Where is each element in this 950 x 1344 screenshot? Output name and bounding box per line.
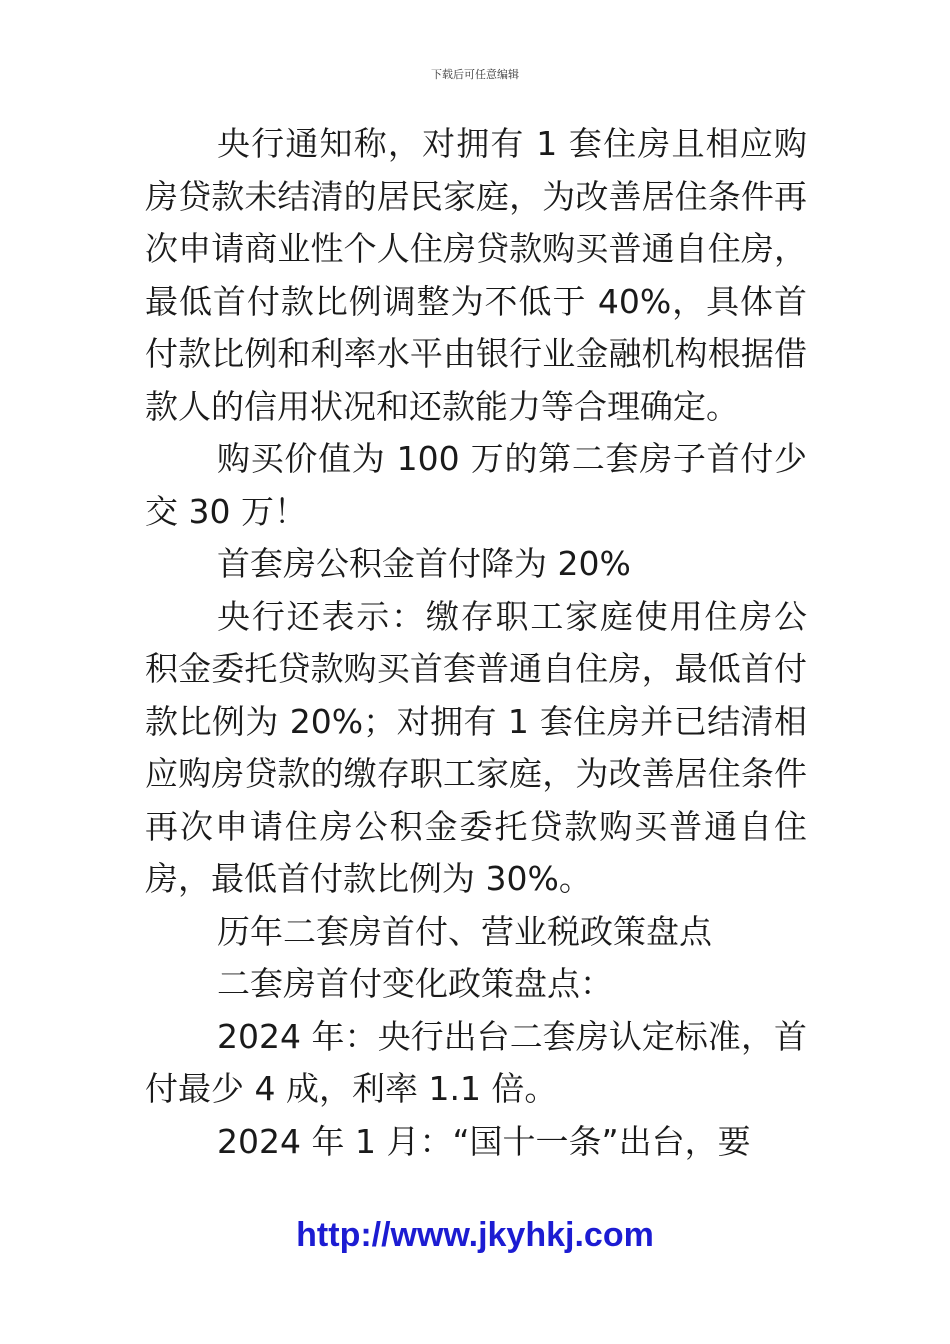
document-body	[145, 118, 807, 1168]
paragraph-6: 二套房首付变化政策盘点：	[217, 964, 613, 1003]
paragraph-4: 央行还表示：缴存职工家庭使用住房公积金委托贷款购买首套普通自住房，最低首付款比例为 20%；对拥有 1 套住房并已结清相应购房贷款的缴存职工家庭，为改善居住条件再次申请住房公积金委托贷款购买普通自住房，最低首付款比例为 30%。	[145, 596, 807, 898]
page-header: 下载后可任意编辑	[431, 68, 519, 81]
footer-link[interactable]: http://www.jkyhkj.com	[296, 1216, 654, 1254]
paragraph-7: 2024 年：央行出台二套房认定标准，首付最少 4 成，利率 1.1 倍。	[145, 1016, 807, 1108]
paragraph-5: 历年二套房首付、营业税政策盘点	[217, 911, 712, 951]
paragraph-8: 2024 年 1 月：“国十一条”出台，要	[217, 1121, 751, 1161]
paragraph-3: 首套房公积金首付降为 20%	[217, 544, 631, 583]
paragraph-1: 央行通知称，对拥有 1 套住房且相应购房贷款未结清的居民家庭，为改善居住条件再次申请商业性个人住房贷款购买普通自住房，最低首付款比例调整为不低于 40%，具体首付款比例和利率水平由银行业金融机构根据借款人的信用状况和还款能力等合理确定。	[145, 124, 807, 426]
paragraph-2: 购买价值为 100 万的第二套房子首付少交 30 万！	[145, 439, 807, 531]
